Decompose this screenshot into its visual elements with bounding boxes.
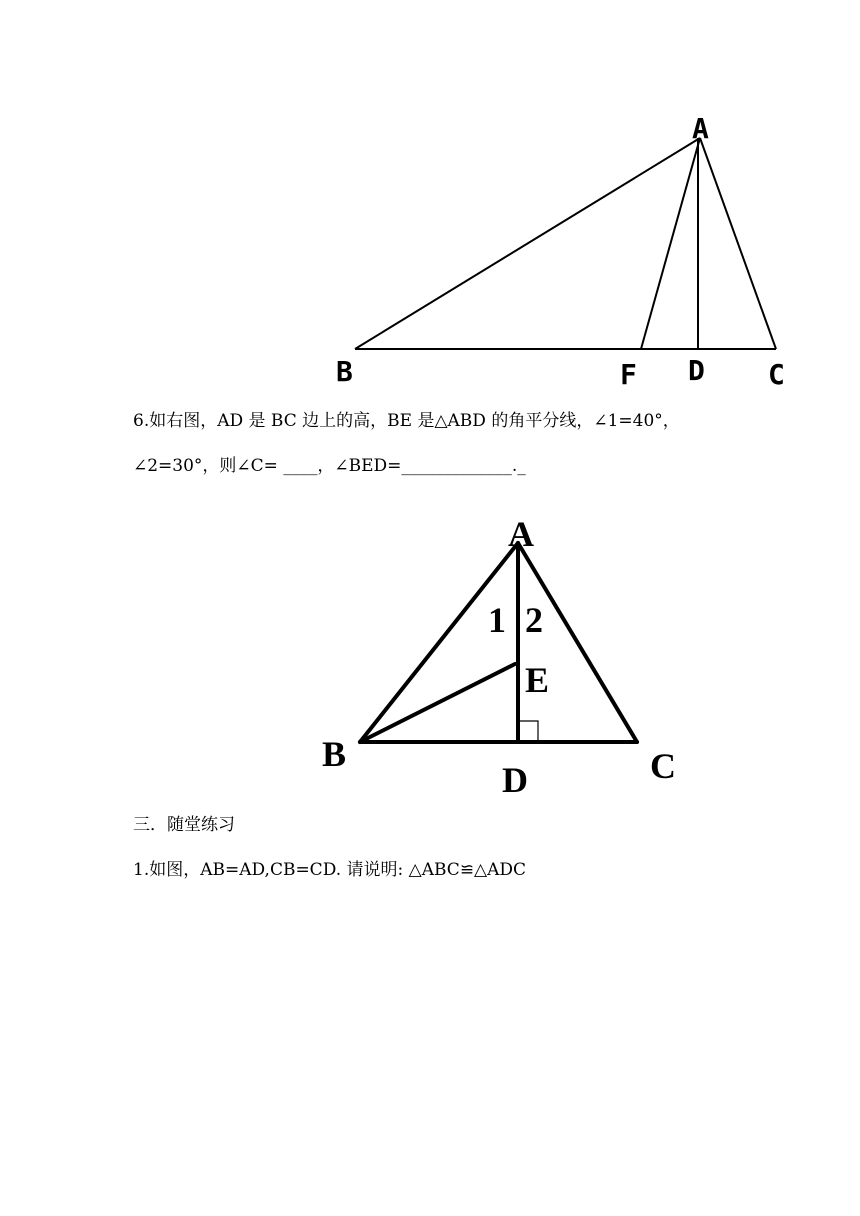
label-f: F	[620, 358, 637, 391]
problem-6-line-end: ._	[511, 456, 526, 476]
section-3-heading: 三．随堂练习	[133, 815, 235, 835]
label-b: B	[336, 355, 353, 388]
segment-ac	[518, 543, 637, 742]
segment-be	[360, 664, 515, 742]
answer-blank-angle-bed[interactable]: _____________	[401, 456, 512, 476]
label-c: C	[650, 746, 676, 786]
figure-2-lines	[360, 543, 637, 742]
right-angle-mark	[520, 721, 538, 742]
label-e: E	[525, 660, 550, 700]
label-d: D	[502, 760, 528, 800]
problem-6-statement: 6.如右图，AD 是 BC 边上的高，BE 是△ABD 的角平分线，∠1=40°，	[133, 411, 680, 431]
label-c: C	[768, 358, 785, 391]
practice-problem-1: 1.如图，AB=AD,CB=CD. 请说明: △ABC≌△ADC	[133, 860, 527, 880]
label-a: A	[508, 514, 534, 554]
label-b: B	[322, 734, 347, 774]
label-a: A	[692, 112, 709, 145]
answer-blank-angle-c[interactable]: ____	[283, 456, 318, 476]
problem-6-angle-bed-prompt: ，∠BED=	[317, 456, 402, 476]
label-angle-2: 2	[525, 600, 543, 640]
problem-6-angle-c-prompt: ∠2=30°，则∠C=	[133, 456, 284, 476]
label-d: D	[688, 354, 705, 387]
label-angle-1: 1	[488, 600, 506, 640]
segment-ab	[360, 543, 518, 742]
